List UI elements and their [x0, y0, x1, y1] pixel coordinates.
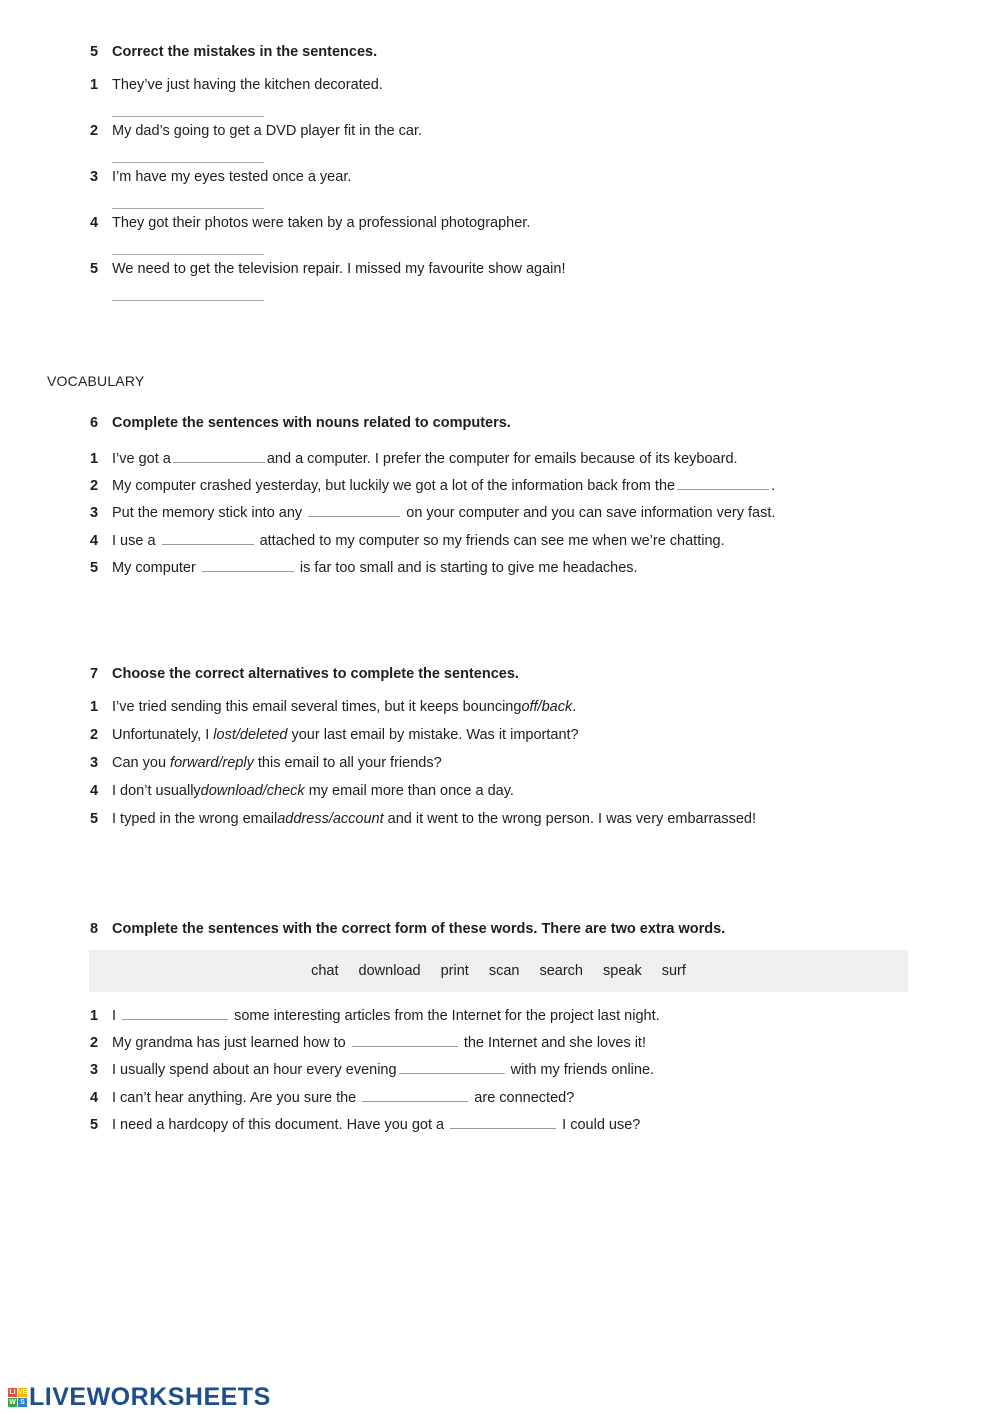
item-text-after: attached to my computer so my friends can see me when we’re chatting. — [259, 533, 725, 549]
ex6-item-1 — [90, 448, 738, 467]
ex8-blank-4[interactable] — [362, 1087, 468, 1102]
ex8-item-5 — [90, 1114, 640, 1133]
item-number: 2 — [90, 478, 99, 494]
word-search: search — [539, 963, 583, 979]
item-text: I’m have my eyes tested once a year. — [112, 169, 352, 185]
ex7-item-2 — [90, 727, 579, 743]
ex7-choice-5[interactable]: address/account — [277, 811, 384, 827]
item-number: 2 — [90, 1035, 99, 1051]
item-text-after: some interesting articles from the Internet for the project last night. — [234, 1008, 660, 1024]
item-text-after: my email more than once a day. — [304, 783, 514, 799]
item-text-before: Unfortunately, I — [112, 727, 214, 743]
item-number: 4 — [90, 215, 99, 231]
exercise-6-heading — [90, 415, 511, 431]
item-number: 5 — [90, 1117, 99, 1133]
word-box — [89, 950, 908, 992]
ex8-item-4 — [90, 1087, 574, 1106]
item-text: We need to get the television repair. I missed my favourite show again! — [112, 261, 566, 277]
item-number: 5 — [90, 811, 99, 827]
liveworksheets-logo[interactable] — [8, 1383, 271, 1412]
exercise-number: 8 — [90, 921, 99, 937]
item-text-after: this email to all your friends? — [253, 755, 442, 771]
item-number: 2 — [90, 727, 99, 743]
item-number: 2 — [90, 123, 99, 139]
item-text-after: on your computer and you can save information very fast. — [406, 505, 776, 521]
item-number: 4 — [90, 533, 99, 549]
ex8-item-2 — [90, 1032, 646, 1051]
word-speak: speak — [603, 963, 642, 979]
item-text-before: I don’t usually — [112, 783, 201, 799]
item-number: 4 — [90, 1090, 99, 1106]
item-number: 1 — [90, 1008, 99, 1024]
section-label: VOCABULARY — [47, 373, 145, 389]
ex8-blank-2[interactable] — [352, 1032, 458, 1047]
ex5-answer-line-4[interactable] — [112, 254, 264, 255]
ex7-item-1 — [90, 699, 576, 715]
item-text-after: the Internet and she loves it! — [463, 1035, 646, 1051]
ex7-item-4 — [90, 783, 514, 799]
ex6-blank-1[interactable] — [173, 448, 265, 463]
ex7-item-3 — [90, 755, 442, 771]
ex6-item-2 — [90, 475, 775, 494]
item-number: 5 — [90, 261, 99, 277]
exercise-number: 7 — [90, 666, 99, 682]
ex5-answer-line-1[interactable] — [112, 116, 264, 117]
ex7-choice-2[interactable]: lost/deleted — [213, 727, 288, 743]
item-text-after: with my friends online. — [510, 1062, 655, 1078]
word-chat: chat — [311, 963, 339, 979]
exercise-5-heading — [90, 44, 377, 60]
logo-text: LIVEWORKSHEETS — [29, 1383, 271, 1411]
exercise-number: 5 — [90, 44, 99, 60]
item-text-after: and it went to the wrong person. I was very embarrassed! — [383, 811, 756, 827]
item-text-before: My computer crashed yesterday, but luckily we got a lot of the information back from the — [112, 478, 676, 494]
word-download: download — [358, 963, 421, 979]
item-number: 4 — [90, 783, 99, 799]
ex8-blank-5[interactable] — [450, 1114, 556, 1129]
exercise-8-heading — [90, 921, 725, 937]
exercise-instruction: Complete the sentences with the correct form of these words. There are two extra words. — [112, 921, 726, 937]
ex5-answer-line-3[interactable] — [112, 208, 264, 209]
ex5-answer-line-5[interactable] — [112, 300, 264, 301]
ex7-choice-1[interactable]: off/back — [521, 699, 573, 715]
ex5-item-5 — [90, 261, 566, 277]
exercise-number: 6 — [90, 415, 99, 431]
ex7-choice-3[interactable]: forward/reply — [170, 755, 254, 771]
ex6-item-3 — [90, 502, 775, 521]
item-number: 1 — [90, 699, 99, 715]
item-text-after: and a computer. I prefer the computer for emails because of its keyboard. — [266, 451, 738, 467]
ex7-choice-4[interactable]: download/check — [200, 783, 305, 799]
ex6-blank-3[interactable] — [308, 502, 400, 517]
item-text-before: I can’t hear anything. Are you sure the — [112, 1090, 357, 1106]
ex6-blank-5[interactable] — [202, 557, 294, 572]
exercise-7-heading — [90, 666, 519, 682]
item-number: 1 — [90, 451, 99, 467]
item-text-before: I usually spend about an hour every evening — [112, 1062, 397, 1078]
exercise-instruction: Complete the sentences with nouns related to computers. — [112, 415, 511, 431]
item-text-before: Can you — [112, 755, 171, 771]
item-text-before: My grandma has just learned how to — [112, 1035, 346, 1051]
ex5-item-1 — [90, 77, 383, 93]
ex5-item-3 — [90, 169, 351, 185]
item-number: 3 — [90, 1062, 99, 1078]
item-text-before: Put the memory stick into any — [112, 505, 303, 521]
item-text: They got their photos were taken by a professional photographer. — [112, 215, 531, 231]
ex6-item-4 — [90, 530, 725, 549]
word-surf: surf — [661, 963, 686, 979]
ex7-item-5 — [90, 811, 756, 827]
word-print: print — [440, 963, 469, 979]
item-text-before: I use a — [112, 533, 156, 549]
item-text-after: . — [572, 699, 577, 715]
exercise-instruction: Correct the mistakes in the sentences. — [112, 44, 378, 60]
ex6-item-5 — [90, 557, 638, 576]
item-text: They’ve just having the kitchen decorated. — [112, 77, 383, 93]
item-number: 3 — [90, 169, 99, 185]
ex8-blank-1[interactable] — [122, 1005, 228, 1020]
ex5-item-4 — [90, 215, 530, 231]
item-text-after: is far too small and is starting to give me headaches. — [299, 560, 638, 576]
ex5-answer-line-2[interactable] — [112, 162, 264, 163]
logo-mark-cell: W — [9, 1399, 16, 1406]
item-text-before: I typed in the wrong email — [112, 811, 278, 827]
logo-mark-cell: VE — [18, 1389, 28, 1396]
word-scan: scan — [488, 963, 520, 979]
item-number: 1 — [90, 77, 99, 93]
ex8-blank-3[interactable] — [399, 1059, 505, 1074]
item-number: 3 — [90, 505, 99, 521]
ex6-blank-4[interactable] — [162, 530, 254, 545]
item-text-after: . — [771, 478, 776, 494]
ex6-blank-2[interactable] — [677, 475, 769, 490]
item-text-before: I need a hardcopy of this document. Have you got a — [112, 1117, 445, 1133]
item-number: 3 — [90, 755, 99, 771]
item-text-before: I’ve tried sending this email several times, but it keeps bouncing — [112, 699, 522, 715]
ex8-item-1 — [90, 1005, 660, 1024]
item-text-before: I’ve got a — [112, 451, 171, 467]
item-text-after: are connected? — [474, 1090, 575, 1106]
item-text-before: I — [112, 1008, 117, 1024]
logo-mark-icon — [8, 1388, 27, 1407]
ex8-item-3 — [90, 1059, 654, 1078]
logo-mark-cell: LI — [9, 1389, 16, 1396]
item-number: 5 — [90, 560, 99, 576]
item-text: My dad’s going to get a DVD player fit in the car. — [112, 123, 423, 139]
item-text-after: your last email by mistake. Was it important? — [287, 727, 579, 743]
logo-mark-cell: S — [18, 1398, 27, 1407]
item-text-after: I could use? — [562, 1117, 641, 1133]
exercise-instruction: Choose the correct alternatives to complete the sentences. — [112, 666, 519, 682]
item-text-before: My computer — [112, 560, 196, 576]
ex5-item-2 — [90, 123, 422, 139]
